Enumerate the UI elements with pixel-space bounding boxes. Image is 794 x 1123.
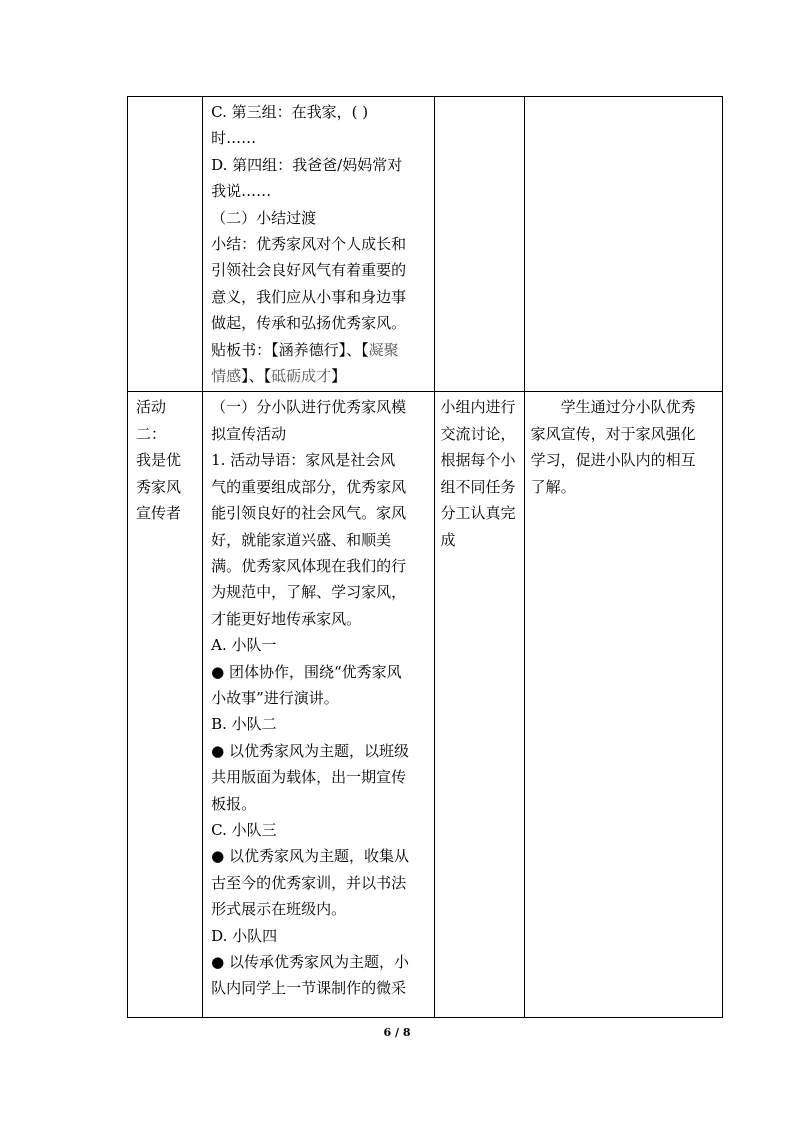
text-line: 共用版面为载体，出一期宣传	[211, 768, 407, 787]
text-line: 时……	[211, 129, 257, 148]
text-line: 能引领良好的社会风气。家风	[211, 504, 407, 523]
text-line: 拟宣传活动	[211, 424, 287, 443]
activity-title-line: 秀家风	[136, 477, 182, 496]
text-line: 满。优秀家风体现在我们的行	[211, 556, 407, 575]
text-line: 根据每个小	[440, 451, 516, 470]
student-activity-cell	[434, 392, 524, 1018]
text-line: 交流讨论，	[440, 424, 516, 443]
text-line: 古至今的优秀家训，并以书法	[211, 873, 407, 892]
page-number: 6 / 8	[383, 1026, 411, 1039]
text-line: 我说……	[211, 182, 272, 201]
text-line: 家风宣传，对于家风强化	[530, 424, 696, 443]
text-line: 为规范中，了解、学习家风，	[211, 583, 407, 602]
text-line: D. 小队四	[211, 926, 278, 945]
activity-cell	[128, 392, 203, 1018]
text-line: 小故事”进行演讲。	[211, 688, 339, 707]
board-writing-line: 贴板书：【涵养德行】、【凝聚	[211, 340, 399, 359]
text-line: 板报。	[211, 794, 257, 813]
text-line: 队内同学上一节课制作的微采	[211, 979, 407, 998]
table-row	[128, 392, 723, 1018]
text-line: D. 第四组：我爸爸/妈妈常对	[211, 155, 403, 174]
text-line: 了解。	[530, 477, 576, 496]
text-line: ● 团体协作，围绕“优秀家风	[211, 662, 402, 681]
text-line: （一）分小队进行优秀家风模	[211, 398, 407, 417]
text-line: 气的重要组成部分，优秀家风	[211, 477, 407, 496]
design-intent-cell	[524, 392, 722, 1018]
text-line: （二）小结过渡	[211, 208, 317, 227]
content-cell	[203, 97, 434, 392]
text-line: A. 小队一	[211, 636, 277, 655]
activity-title-line: 二：	[136, 424, 167, 443]
text-line: 好，就能家道兴盛、和顺美	[211, 530, 392, 549]
text-line: 引领社会良好风气有着重要的	[211, 261, 407, 280]
text-line: C. 第三组：在我家，( )	[211, 103, 369, 121]
student-activity-cell	[434, 97, 524, 392]
text-line: 小组内进行	[440, 398, 516, 417]
text-line: 分工认真完	[440, 504, 516, 523]
text-line: 组不同任务	[440, 477, 516, 496]
text-line: 1. 活动导语：家风是社会风	[211, 451, 396, 470]
lesson-plan-table	[127, 96, 723, 1018]
activity-title-line: 我是优	[136, 451, 182, 470]
text-line: 学习，促进小队内的相互	[530, 451, 696, 470]
activity-title-line: 宣传者	[136, 504, 182, 523]
activity-cell	[128, 97, 203, 392]
text-line: B. 小队二	[211, 715, 277, 734]
text-line: 做起，传承和弘扬优秀家风。	[211, 314, 407, 333]
table-row	[128, 97, 723, 392]
text-line: 意义，我们应从小事和身边事	[211, 287, 407, 306]
activity-title-line: 活动	[136, 398, 167, 417]
content-cell	[203, 392, 434, 1018]
text-line: ● 以优秀家风为主题，以班级	[211, 741, 409, 760]
text-line: 小结：优秀家风对个人成长和	[211, 235, 407, 254]
text-line: 才能更好地传承家风。	[211, 609, 362, 628]
board-writing-line: 情感】、【砥砺成才】	[211, 367, 347, 386]
text-line: 成	[440, 530, 456, 549]
design-intent-cell	[524, 97, 722, 392]
text-line: ● 以优秀家风为主题，收集从	[211, 847, 409, 866]
text-line: 学生通过分小队优秀	[560, 398, 696, 417]
text-line: ● 以传承优秀家风为主题，小	[211, 953, 409, 971]
text-line: 形式展示在班级内。	[211, 900, 347, 919]
text-line: C. 小队三	[211, 820, 277, 839]
